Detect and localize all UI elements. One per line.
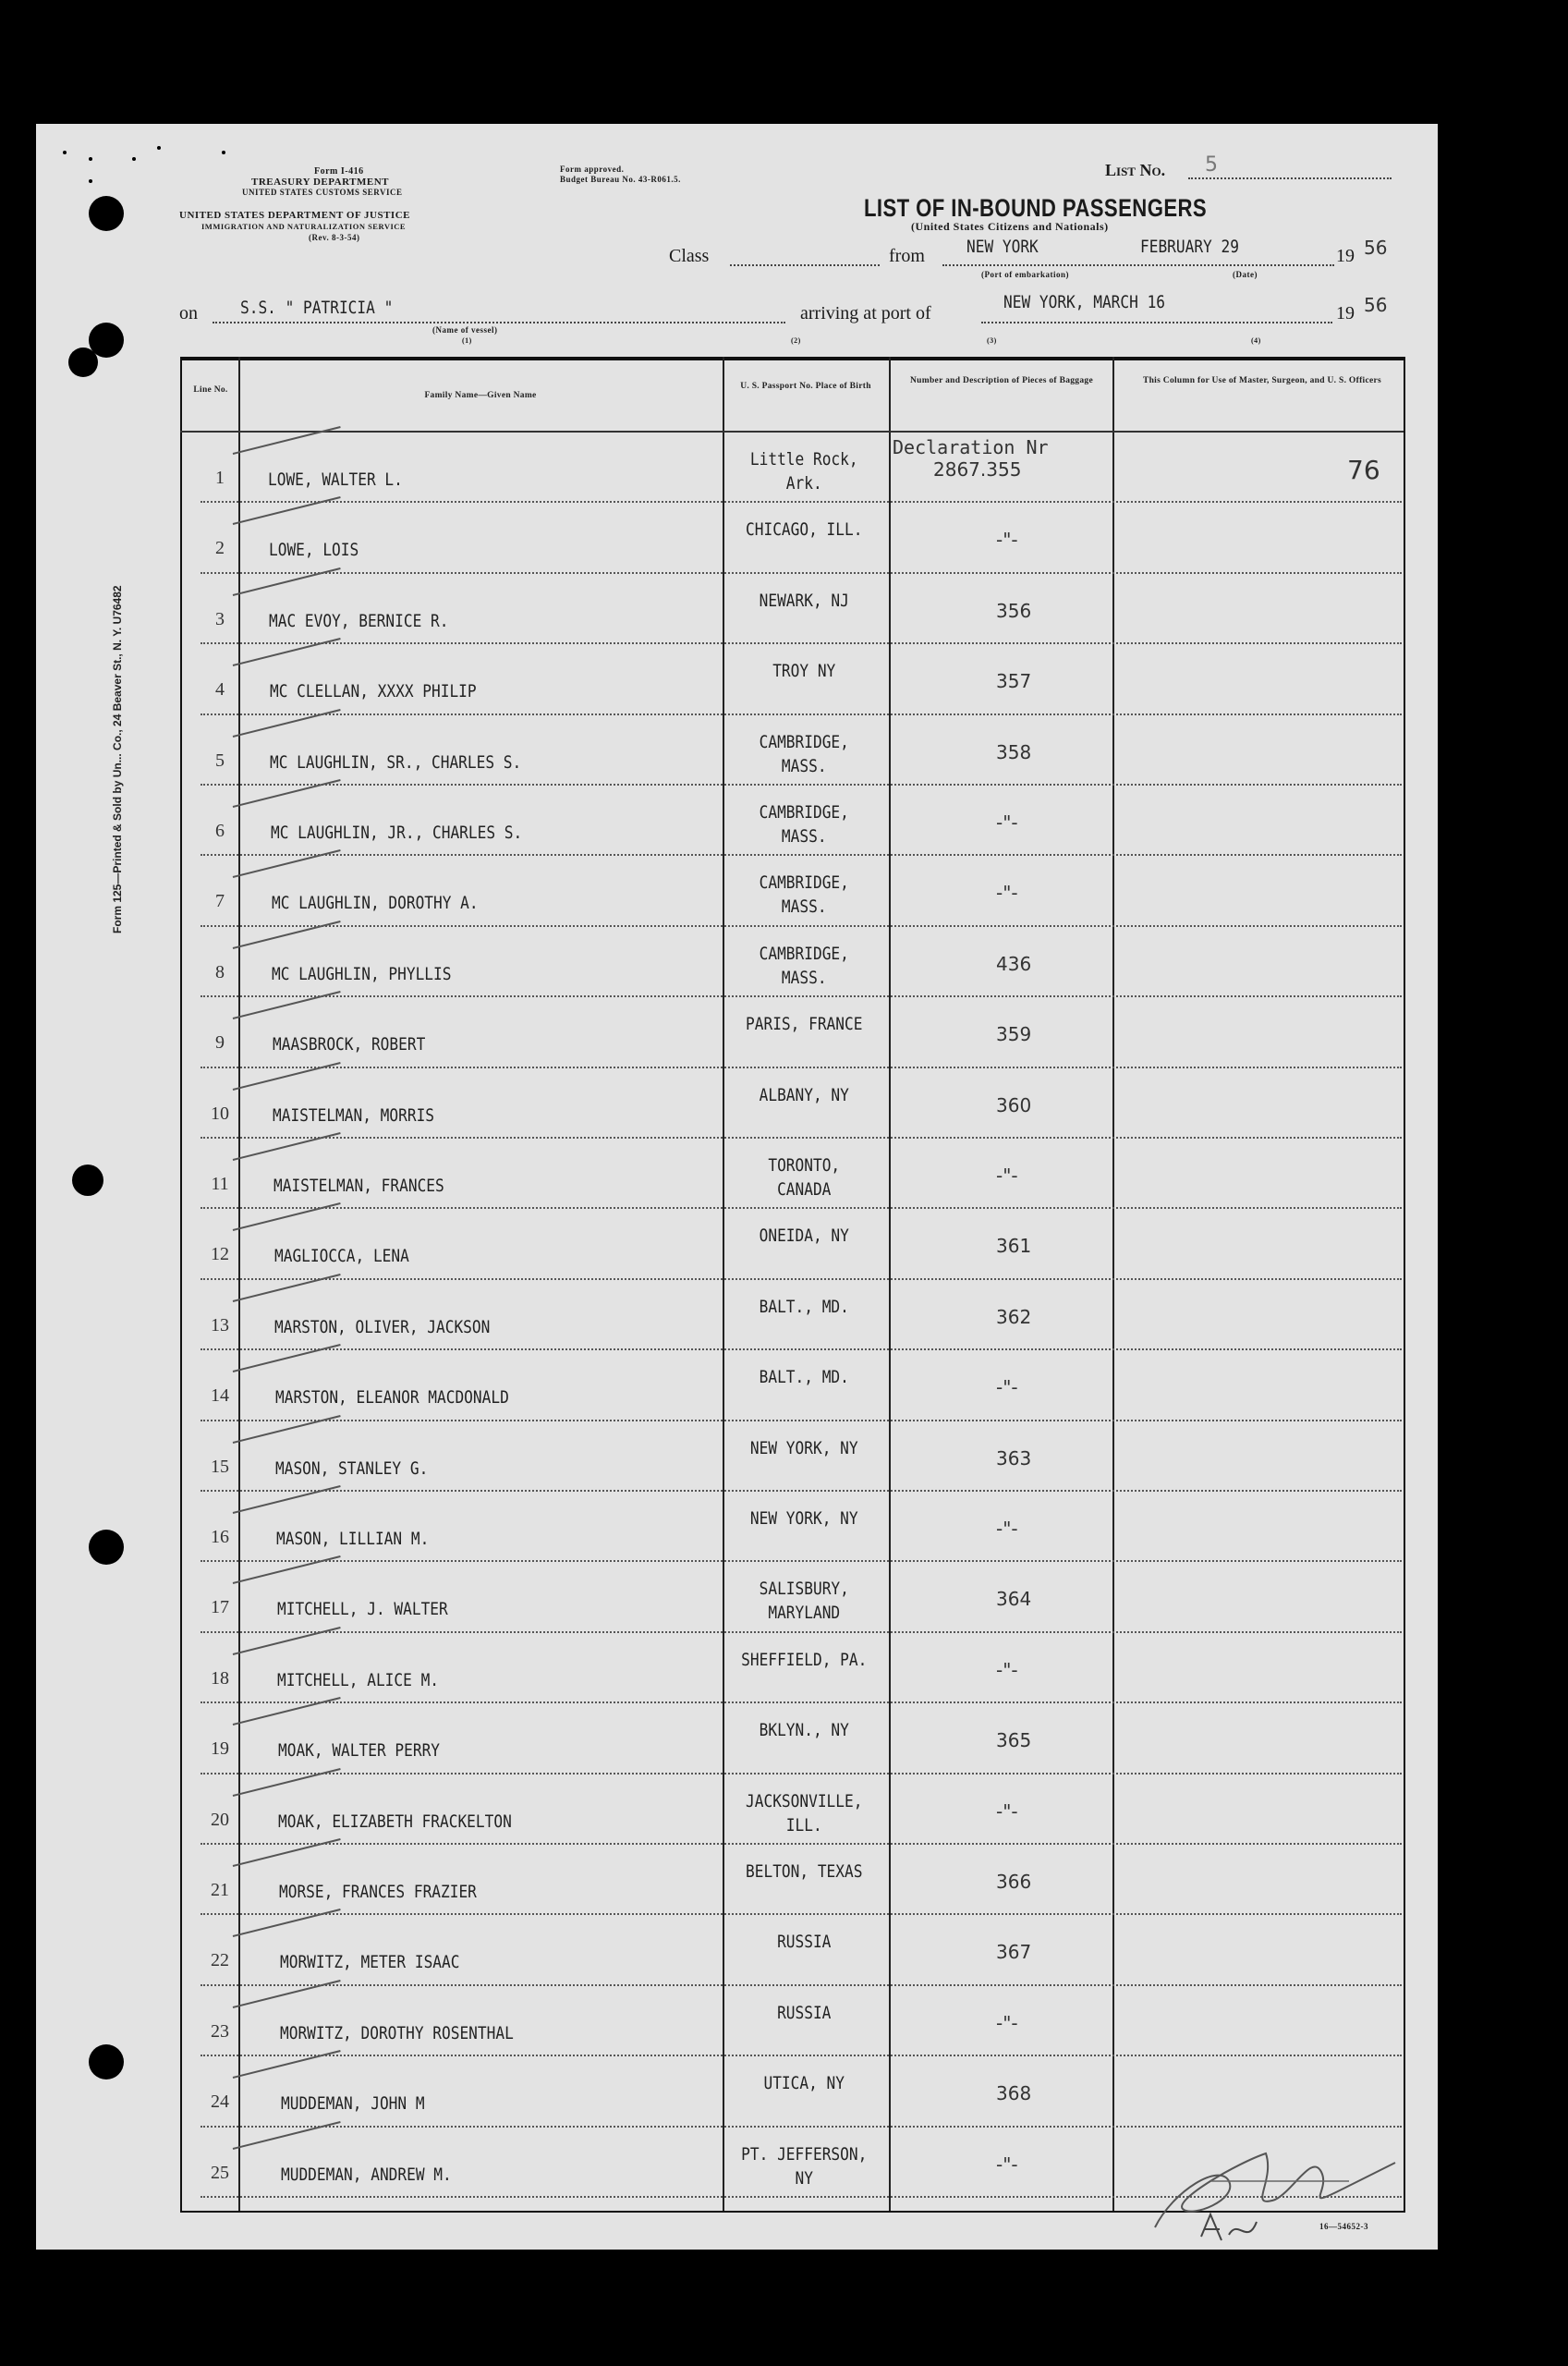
line-number: 13 [211,1314,229,1335]
line-number: 21 [211,1880,229,1900]
place-of-birth: RUSSIA [777,2002,832,2023]
row-divider [201,1773,1402,1774]
line-number: 15 [211,1456,229,1477]
line-number: 2 [215,538,225,559]
passenger-name: MORWITZ, DOROTHY ROSENTHAL [280,2022,514,2043]
passenger-name: MUDDEMAN, ANDREW M. [281,2164,453,2185]
arriving-year-value: 56 [1364,294,1388,316]
place-of-birth: CAMBRIDGE, MASS. [759,943,849,988]
baggage-entry: 364 [996,1588,1032,1611]
speck [89,179,92,183]
row-divider [201,1843,1402,1845]
col-divider [723,357,724,2211]
passenger-name: MARSTON, ELEANOR MACDONALD [274,1387,509,1409]
place-of-birth: CAMBRIDGE, MASS. [759,731,849,776]
row-divider [201,1207,1402,1209]
baggage-entry: 361 [996,1235,1032,1258]
place-of-birth: SHEFFIELD, PA. [741,1649,868,1670]
line-number: 14 [211,1385,229,1407]
passenger-name: MC CLELLAN, XXXX PHILIP [269,681,477,702]
row-divider [201,642,1402,644]
budget-label: Budget Bureau No. 43-R061.5. [560,175,681,184]
line-number: 17 [211,1597,229,1618]
line-number: 10 [211,1103,229,1124]
treasury-label: TREASURY DEPARTMENT [251,177,389,188]
passenger-name: MC LAUGHLIN, JR., CHARLES S. [271,823,523,843]
baggage-entry: 357 [996,670,1032,693]
speck [89,157,92,161]
declaration-label: Declaration Nr [893,436,1049,458]
arriving-year-prefix: 19 [1336,303,1355,323]
col-num-4: (4) [1251,336,1261,345]
place-of-birth: PARIS, FRANCE [746,1014,863,1035]
baggage-entry: -"- [996,2011,1018,2034]
col-divider [1112,357,1114,2211]
line-number: 8 [215,961,225,982]
binder-hole [89,2044,124,2079]
line-number: 25 [211,2162,229,2183]
row-divider [201,501,1402,503]
speck [157,146,161,150]
baggage-entry: 367 [996,1941,1032,1964]
passenger-name: MORWITZ, METER ISAAC [279,1952,460,1973]
row-divider [201,1631,1402,1633]
row-divider [201,1067,1402,1068]
row-divider [201,1278,1402,1280]
baggage-entry: 366 [996,1871,1032,1893]
footer-code: 16—54652-3 [1319,2222,1368,2231]
row-divider [201,784,1402,786]
passenger-name: MC LAUGHLIN, DOROTHY A. [271,893,479,914]
place-of-birth: UTICA, NY [763,2073,845,2094]
passenger-name: MUDDEMAN, JOHN M [280,2093,425,2115]
row-divider [201,1560,1402,1562]
passenger-name: MAGLIOCCA, LENA [273,1246,409,1267]
line-number: 19 [211,1738,229,1760]
place-of-birth: RUSSIA [777,1932,832,1953]
row-divider [201,854,1402,856]
line-number: 24 [211,2092,229,2113]
baggage-entry: 358 [996,740,1032,763]
form-approved-label: Form approved. [560,165,625,174]
place-of-birth: CHICAGO, ILL. [746,519,863,541]
baggage-entry: -"- [996,1518,1018,1540]
year-value: 56 [1364,237,1388,259]
passenger-name: MAISTELMAN, MORRIS [273,1104,435,1126]
passenger-name: LOWE, LOIS [268,540,359,561]
baggage-entry: 359 [996,1023,1032,1046]
embarkation-date: FEBRUARY 29 [1140,237,1239,257]
passenger-name: MARSTON, OLIVER, JACKSON [274,1316,491,1337]
immigration-label: IMMIGRATION AND NATURALIZATION SERVICE [201,222,407,231]
baggage-entry: 368 [996,2082,1032,2105]
col-header-officers: This Column for Use of Master, Surgeon, and U. S. Officers [1142,376,1382,385]
passenger-name: MITCHELL, J. WALTER [276,1599,448,1620]
from-label: from [889,246,925,266]
passenger-name: MAASBROCK, ROBERT [272,1034,426,1055]
justice-label: UNITED STATES DEPARTMENT OF JUSTICE [179,210,410,221]
passenger-name: MITCHELL, ALICE M. [277,1669,440,1690]
baggage-entry: -"- [996,1799,1018,1823]
baggage-entry: -"- [996,1658,1018,1681]
place-of-birth: ALBANY, NY [759,1084,849,1105]
col-header-passport: U. S. Passport No. Place of Birth [740,382,871,391]
row-divider [201,925,1402,927]
baggage-entry: 436 [996,952,1032,975]
place-of-birth: JACKSONVILLE, ILL. [746,1790,863,1835]
port-caption: (Port of embarkation) [981,270,1069,279]
row-divider [201,1701,1402,1703]
place-of-birth: CAMBRIDGE, MASS. [759,872,849,918]
vessel-caption: (Name of vessel) [432,325,498,335]
binder-hole [68,348,98,377]
line-number: 4 [215,679,225,701]
line-number: 1 [215,468,225,488]
col-header-name: Family Name—Given Name [424,391,537,400]
port-of-embarkation: NEW YORK [966,237,1039,257]
passenger-name: MORSE, FRANCES FRAZIER [279,1882,477,1902]
list-no-value: 5 [1205,153,1218,177]
line-number: 5 [215,750,225,771]
line-number: 20 [211,1809,229,1830]
passenger-name: MOAK, WALTER PERRY [277,1740,440,1762]
passenger-name: MAISTELMAN, FRANCES [273,1176,444,1196]
col-header-line-no: Line No. [193,385,228,395]
place-of-birth: PT. JEFFERSON, NY [741,2143,868,2189]
col-header-baggage: Number and Description of Pieces of Baggage [910,376,1093,385]
line-number: 22 [211,1950,229,1971]
row-divider [201,2055,1402,2056]
binder-hole [89,196,124,231]
row-divider [201,1913,1402,1915]
place-of-birth: TORONTO, CANADA [768,1155,841,1200]
baggage-entry: -"- [996,882,1018,905]
revision-label: (Rev. 8-3-54) [309,233,360,242]
row-divider [201,1137,1402,1139]
line-number: 6 [215,821,225,841]
col-divider [889,357,891,2211]
passenger-name: MASON, STANLEY G. [275,1457,429,1479]
col-num-2: (2) [791,336,801,345]
year-prefix: 19 [1336,246,1355,266]
on-label: on [179,303,198,323]
place-of-birth: NEWARK, NJ [759,590,849,611]
baggage-entry: -"- [996,2153,1018,2176]
line-number: 7 [215,891,225,912]
header-rule [180,431,1404,433]
place-of-birth: BALT., MD. [759,1367,849,1388]
place-of-birth: SALISBURY, MARYLAND [759,1579,849,1624]
customs-label: UNITED STATES CUSTOMS SERVICE [242,188,403,197]
line-number: 9 [215,1032,225,1054]
baggage-entry: 363 [996,1446,1032,1470]
line-number: 23 [211,2020,229,2042]
passenger-name: MC LAUGHLIN, PHYLLIS [272,963,452,984]
document-subtitle: (United States Citizens and Nationals) [911,220,1109,233]
passenger-name: LOWE, WALTER L. [268,470,403,490]
speck [222,151,225,154]
place-of-birth: BALT., MD. [759,1296,849,1317]
place-of-birth: NEW YORK, NY [749,1508,858,1529]
printer-imprint: Form 125—Printed & Sold by Un... Co., 24 Beaver St., N. Y. U76482 [111,585,124,933]
baggage-entry: -"- [996,1165,1018,1187]
baggage-entry: -"- [996,1376,1018,1399]
baggage-entry: 360 [996,1093,1032,1116]
baggage-entry: -"- [996,811,1018,834]
document-title: LIST OF IN-BOUND PASSENGERS [864,194,1208,222]
baggage-entry: -"- [996,529,1018,552]
line-number: 18 [211,1667,229,1689]
officer-signature [1136,2126,1414,2255]
baggage-entry: 365 [996,1729,1032,1752]
list-no-label: List No. [1105,161,1166,179]
arriving-label: arriving at port of [800,303,931,323]
class-label: Class [669,246,710,266]
row-divider [201,1420,1402,1421]
speck [132,157,136,161]
line-number: 11 [211,1174,229,1194]
form-number: Form I-416 [314,166,364,177]
row-divider [201,1490,1402,1492]
line-number: 12 [211,1244,229,1265]
place-of-birth: Little Rock, Ark. [749,449,858,494]
place-of-birth: ONEIDA, NY [759,1226,849,1247]
place-of-birth: NEW YORK, NY [749,1437,858,1458]
col-num-1: (1) [462,336,472,345]
speck [63,151,67,154]
baggage-entry: 2867.355 [933,458,1022,481]
place-of-birth: BKLYN., NY [759,1720,849,1741]
place-of-birth: TROY NY [772,661,836,682]
passenger-name: MC LAUGHLIN, SR., CHARLES S. [270,751,522,773]
binder-hole [89,1530,124,1565]
row-divider [201,1984,1402,1986]
binder-hole [72,1165,103,1196]
row-divider [201,713,1402,715]
place-of-birth: CAMBRIDGE, MASS. [759,802,849,847]
col-num-3: (3) [987,336,997,345]
row-divider [201,572,1402,574]
row-divider [201,1348,1402,1350]
row-divider [201,995,1402,997]
line-number: 16 [211,1527,229,1547]
line-number: 3 [215,608,225,629]
baggage-entry: 362 [996,1305,1032,1328]
passenger-name: MAC EVOY, BERNICE R. [269,610,449,631]
passenger-name: MASON, LILLIAN M. [276,1529,430,1549]
baggage-entry: 356 [996,599,1032,622]
arrival-port-date: NEW YORK, MARCH 16 [1003,292,1166,312]
date-caption: (Date) [1233,270,1258,279]
officer-note: 76 [1347,455,1380,485]
vessel-name: S.S. " PATRICIA " [240,298,394,318]
place-of-birth: BELTON, TEXAS [746,1861,863,1882]
passenger-name: MOAK, ELIZABETH FRACKELTON [278,1811,513,1832]
